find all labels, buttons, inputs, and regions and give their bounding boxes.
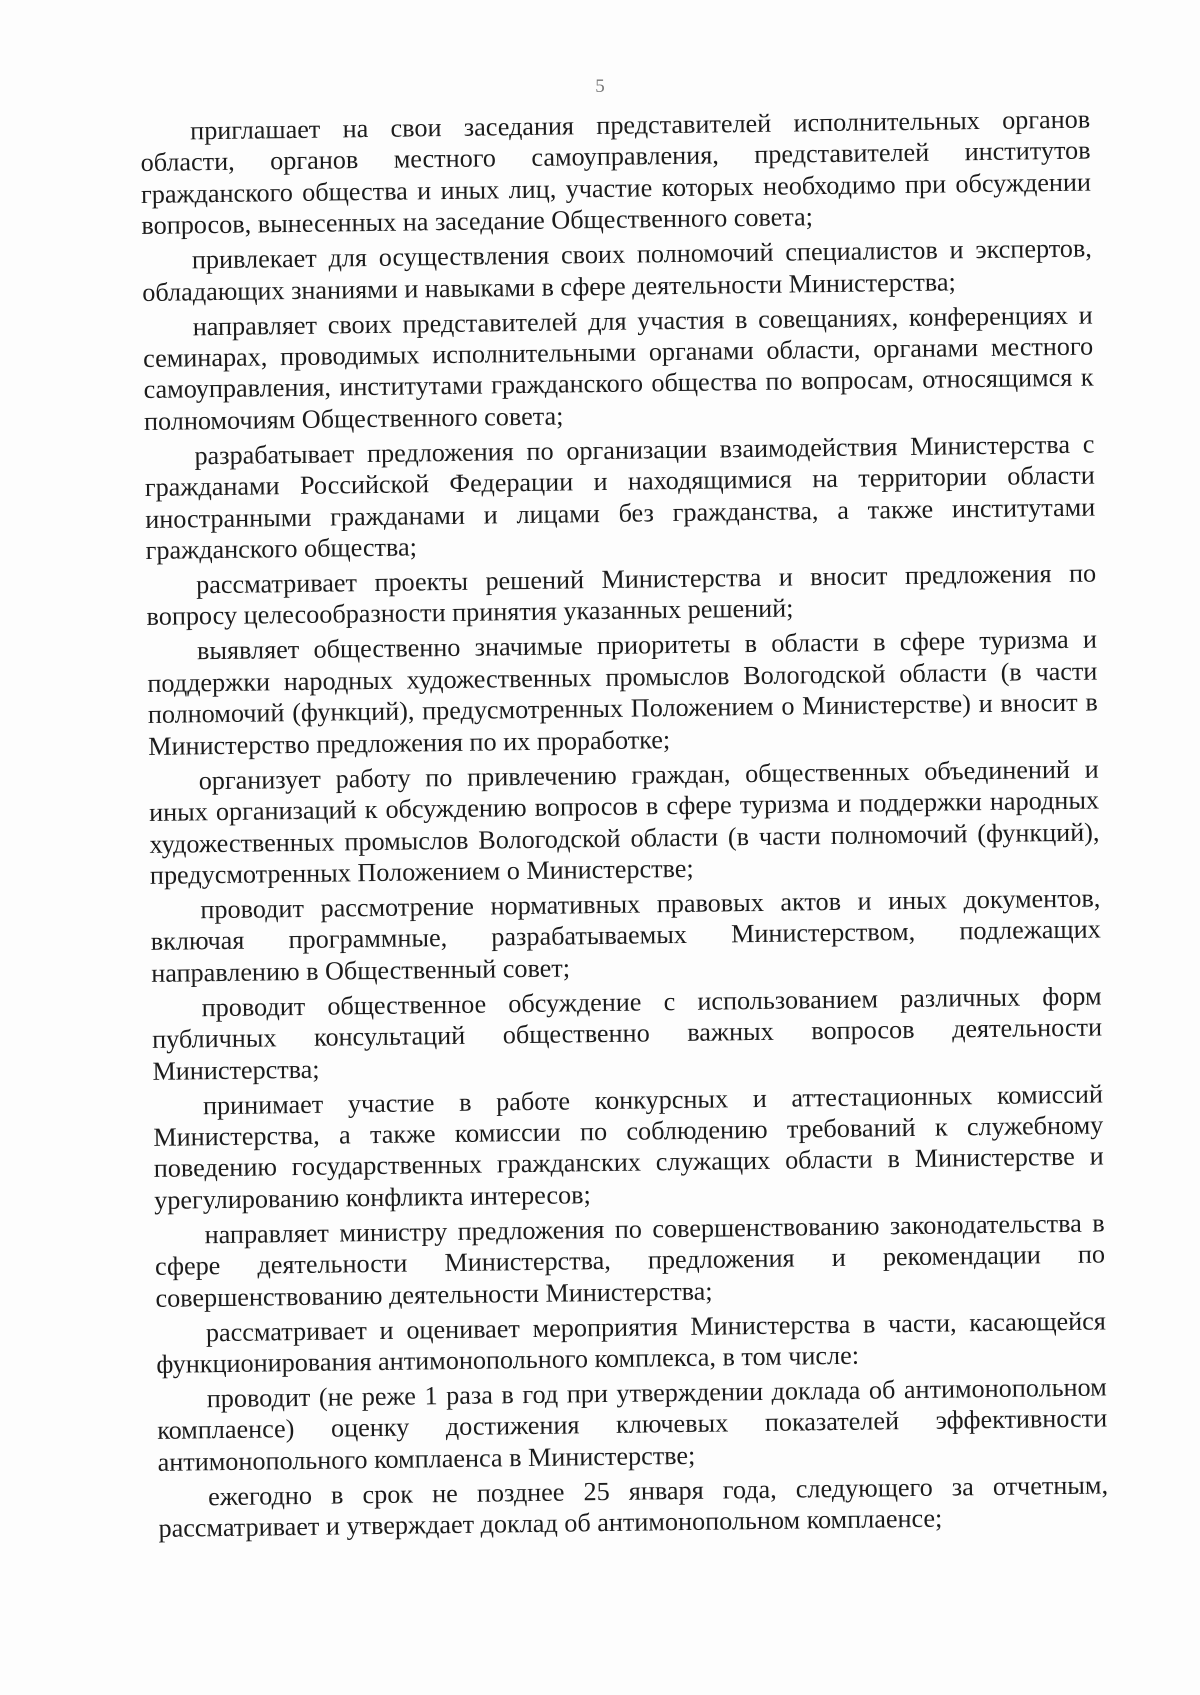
paragraph: проводит рассмотрение нормативных правовых актов и иных документов, включая программные, разрабатываемых Министерством, подлежащих направлению в Общественный совет; [150,883,1101,988]
paragraph: направляет своих представителей для участия в совещаниях, конференциях и семинарах, проводимых исполнительными органами области, органами местного самоуправления, институтами гражданского общества по вопросам, относящимся к полномочиям Общественного совета; [142,300,1094,436]
paragraph: принимает участие в работе конкурсных и аттестационных комиссий Министерства, а также комиссии по соблюдению требований к служебному поведению государственных гражданских служащих области в Министерстве и урегулированию конфликта интересов; [153,1079,1104,1215]
document-body [140,104,1109,1548]
paragraph: ежегодно в срок не позднее 25 января года, следующего за отчетным, рассматривает и утверждает доклад об антимонопольном комплаенсе; [158,1470,1109,1544]
paragraph: проводит (не реже 1 раза в год при утверждении доклада об антимонопольном комплаенсе) оценку достижения ключевых показателей эффективности антимонопольного комплаенса в Министерстве; [157,1372,1108,1477]
paragraph: рассматривает проекты решений Министерства и вносит предложения по вопросу целесообразности принятия указанных решений; [146,558,1097,632]
paragraph: выявляет общественно значимые приоритеты в области в сфере туризма и поддержки народных художественных промыслов Вологодской области (в части полномочий (функций), предусмотренных Положением о Министерстве) и вносит в Министерство предложения по их проработке; [147,624,1098,761]
paragraph: привлекает для осуществления своих полномочий специалистов и экспертов, обладающих знаниями и навыками в сфере деятельности Министерства; [142,233,1093,307]
paragraph: разрабатывает предложения по организации взаимодействия Министерства с гражданами Российской Федерации и находящимися на территории области иностранными гражданами и лицами без гражданства, а также институтами гражданского общества; [144,429,1096,566]
page-number: 5 [595,76,605,97]
paragraph: организует работу по привлечению граждан, общественных объединений и иных организаций к обсуждению вопросов в сфере туризма и поддержки народных художественных промыслов Вологодской области (в части полномочий (функций), предусмотренных Положением о Министерстве; [148,754,1100,890]
paragraph: рассматривает и оценивает мероприятия Министерства в части, касающейся функционирования антимонопольного комплекса, в том числе: [156,1306,1107,1379]
paragraph: приглашает на свои заседания представителей исполнительных органов области, органов местного самоуправления, представителей институтов гражданского общества и иных лиц, участие которых необходимо при обсуждении вопросов, вынесенных на заседание Общественного совета; [140,104,1092,241]
paragraph: проводит общественное обсуждение с использованием различных форм публичных консультаций общественно важных вопросов деятельности Министерства; [151,981,1103,1086]
paragraph: направляет министру предложения по совершенствованию законодательства в сфере деятельности Министерства, предложения и рекомендации по совершенствованию деятельности Министерства; [154,1208,1106,1313]
